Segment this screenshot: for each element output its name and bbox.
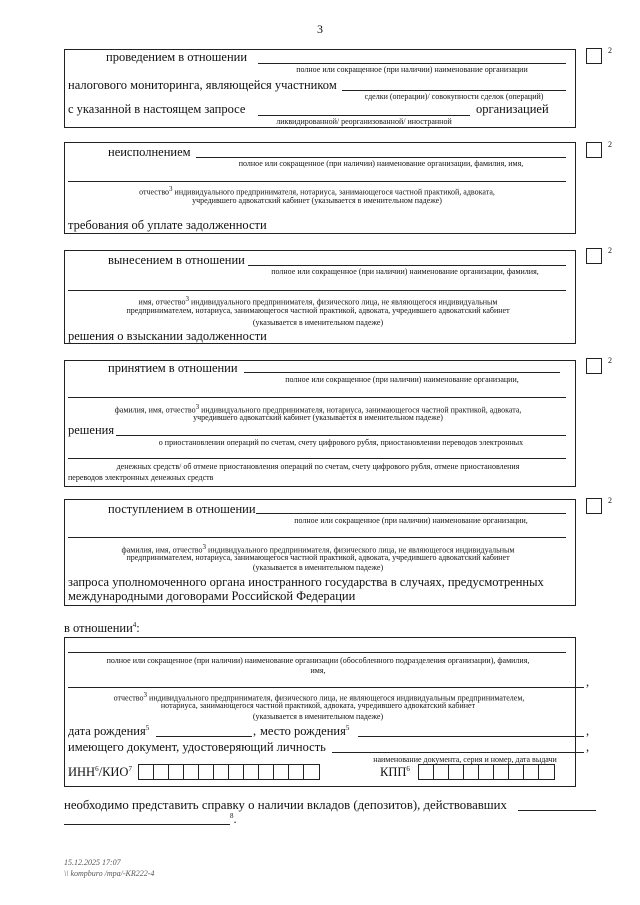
org-type-caption: ликвидированной/ реорганизованной/ иностранной bbox=[276, 117, 452, 126]
comma: , bbox=[253, 724, 257, 738]
debtor-caption-1: полное или сокращенное (при наличии) наименование организации, фамилия, имя, bbox=[238, 159, 524, 168]
birth-place-label: место рождения$^5$ bbox=[260, 724, 350, 739]
checkbox-foreign-request[interactable] bbox=[586, 498, 602, 514]
birth-date-label: дата рождения$^5$ bbox=[68, 724, 150, 739]
suspension-caption-2: фамилия, имя, отчество$^3$ индивидуального предпринимателя, нотариуса, занимающегося частной практикой, адвоката, bbox=[114, 403, 522, 415]
checkbox-monitoring[interactable] bbox=[586, 48, 602, 64]
foreign-line-1: поступлением в отношении bbox=[108, 502, 256, 516]
decision-subject-field[interactable] bbox=[248, 265, 566, 266]
decision-subject-field-2[interactable] bbox=[68, 290, 566, 291]
checkbox-suspension[interactable] bbox=[586, 358, 602, 374]
inn-kio-label: ИНН$^6$/КИО$^7$ bbox=[68, 765, 132, 780]
org-name-caption: полное или сокращенное (при наличии) наименование организации bbox=[296, 65, 528, 74]
checkbox-footnote-mark: 2 bbox=[608, 496, 612, 505]
id-document-field[interactable] bbox=[332, 752, 584, 753]
need-statement: необходимо представить справку о наличии вкладов (депозитов), действовавших bbox=[64, 798, 507, 812]
regard-label: в отношении$^4$: bbox=[64, 621, 140, 636]
birth-date-field[interactable] bbox=[156, 736, 252, 737]
checkbox-footnote-mark: 2 bbox=[608, 46, 612, 55]
foreign-line-2: запроса уполномоченного органа иностранного государства в случаях, предусмотренных bbox=[68, 575, 544, 589]
decision-caption-2: имя, отчество$^3$ индивидуального предпринимателя, физического лица, не являющегося индивидуальным bbox=[138, 295, 498, 307]
foreign-subject-field[interactable] bbox=[256, 513, 566, 514]
period-footnote: $^8$. bbox=[230, 812, 237, 827]
footer-date: 15.12.2025 17:07 bbox=[64, 858, 121, 867]
foreign-caption-2: фамилия, имя, отчество$^3$ индивидуального предпринимателя, физического лица, не являющегося индивидуальным bbox=[121, 543, 515, 555]
subject-name-field[interactable] bbox=[68, 652, 566, 653]
suspension-line-2: решения bbox=[68, 423, 115, 437]
checkbox-decision[interactable] bbox=[586, 248, 602, 264]
suspension-subject-field[interactable] bbox=[244, 372, 560, 373]
monitoring-line-1: проведением в отношении bbox=[106, 50, 248, 64]
comma: , bbox=[586, 740, 590, 754]
checkbox-footnote-mark: 2 bbox=[608, 246, 612, 255]
page-number: 3 bbox=[317, 22, 323, 36]
foreign-caption-1: полное или сокращенное (при наличии) наименование организации, bbox=[294, 516, 528, 525]
foreign-caption-3: предпринимателем, нотариуса, занимающегося частной практикой, адвоката, учредившего адвокатский кабинет bbox=[126, 553, 510, 562]
debtor-name-field-2[interactable] bbox=[68, 181, 566, 182]
suspension-decision-field[interactable] bbox=[116, 435, 566, 436]
checkbox-footnote-mark: 2 bbox=[608, 356, 612, 365]
subject-caption-1: полное или сокращенное (при наличии) наименование организации (обособленного подразделения организации), фамилия, bbox=[106, 656, 530, 665]
foreign-subject-field-2[interactable] bbox=[68, 537, 566, 538]
suspension-caption-3: учредившего адвокатский кабинет (указывается в именительном падеже) bbox=[193, 413, 443, 422]
decision-caption-4: (указывается в именительном падеже) bbox=[252, 318, 384, 327]
subject-name-field-2[interactable] bbox=[68, 687, 584, 688]
decision-caption-1: полное или сокращенное (при наличии) наименование организации, фамилия, bbox=[271, 267, 539, 276]
decision-caption-3: предпринимателем, нотариуса, занимающегося частной практикой, адвоката, учредившего адвокатский кабинет bbox=[126, 306, 510, 315]
subject-caption-3: отчество$^3$ индивидуального предпринимателя, физического лица, не являющегося индивидуальным предпринимателем, bbox=[113, 691, 525, 703]
nonfulfillment-line-1: неисполнением bbox=[108, 145, 191, 159]
inn-kio-cell[interactable] bbox=[303, 764, 320, 780]
period-field-2[interactable] bbox=[64, 824, 230, 825]
subject-caption-5: (указывается в именительном падеже) bbox=[252, 712, 384, 721]
comma: , bbox=[586, 675, 590, 689]
kpp-label: КПП$^6$ bbox=[380, 765, 410, 780]
org-name-field[interactable] bbox=[258, 63, 566, 64]
footer-path: \\ kompburo /mpa/-KR222-4 bbox=[64, 869, 155, 878]
suspension-caption-6: переводов электронных денежных средств bbox=[68, 473, 214, 482]
deal-caption: сделки (операции)/ совокупности сделок (операций) bbox=[364, 92, 544, 101]
birth-place-field[interactable] bbox=[358, 736, 584, 737]
comma: , bbox=[586, 724, 590, 738]
debtor-caption-2: отчество$^3$ индивидуального предпринимателя, нотариуса, занимающегося частной практикой, адвоката, bbox=[139, 185, 495, 197]
suspension-line-1: принятием в отношении bbox=[108, 361, 238, 375]
period-field[interactable] bbox=[518, 810, 596, 811]
deal-field[interactable] bbox=[342, 90, 566, 91]
suspension-caption-1: полное или сокращенное (при наличии) наименование организации, bbox=[285, 375, 519, 384]
decision-line-1: вынесением в отношении bbox=[108, 253, 245, 267]
suspension-caption-4: о приостановлении операций по счетам, счету цифрового рубля, приостановлении переводов электронных bbox=[158, 438, 524, 447]
checkbox-nonfulfillment[interactable] bbox=[586, 142, 602, 158]
monitoring-line-3-end: организацией bbox=[476, 102, 549, 116]
subject-caption-2: имя, bbox=[310, 666, 326, 675]
monitoring-line-2: налогового мониторинга, являющейся участником bbox=[68, 78, 337, 92]
suspension-decision-field-2[interactable] bbox=[68, 458, 566, 459]
org-type-field[interactable] bbox=[258, 115, 470, 116]
foreign-line-3: международными договорами Российской Федерации bbox=[68, 589, 356, 603]
subject-caption-4: нотариуса, занимающегося частной практикой, адвоката, учредившего адвокатский кабинет bbox=[160, 701, 476, 710]
kpp-cell[interactable] bbox=[538, 764, 555, 780]
monitoring-line-3: с указанной в настоящем запросе bbox=[68, 102, 246, 116]
debtor-name-field[interactable] bbox=[196, 157, 566, 158]
suspension-caption-5: денежных средств/ об отмене приостановления операций по счетам, счету цифрового рубля, отмене приостановления bbox=[116, 462, 520, 471]
decision-line-2: решения о взыскании задолженности bbox=[68, 329, 267, 343]
debtor-caption-3: учредившего адвокатский кабинет (указывается в именительном падеже) bbox=[192, 196, 442, 205]
checkbox-footnote-mark: 2 bbox=[608, 140, 612, 149]
id-document-label: имеющего документ, удостоверяющий личность bbox=[68, 740, 326, 754]
nonfulfillment-line-2: требования об уплате задолженности bbox=[68, 218, 267, 232]
suspension-subject-field-2[interactable] bbox=[68, 397, 566, 398]
id-document-caption: наименование документа, серия и номер, дата выдачи bbox=[373, 755, 557, 764]
foreign-caption-4: (указывается в именительном падеже) bbox=[252, 563, 384, 572]
